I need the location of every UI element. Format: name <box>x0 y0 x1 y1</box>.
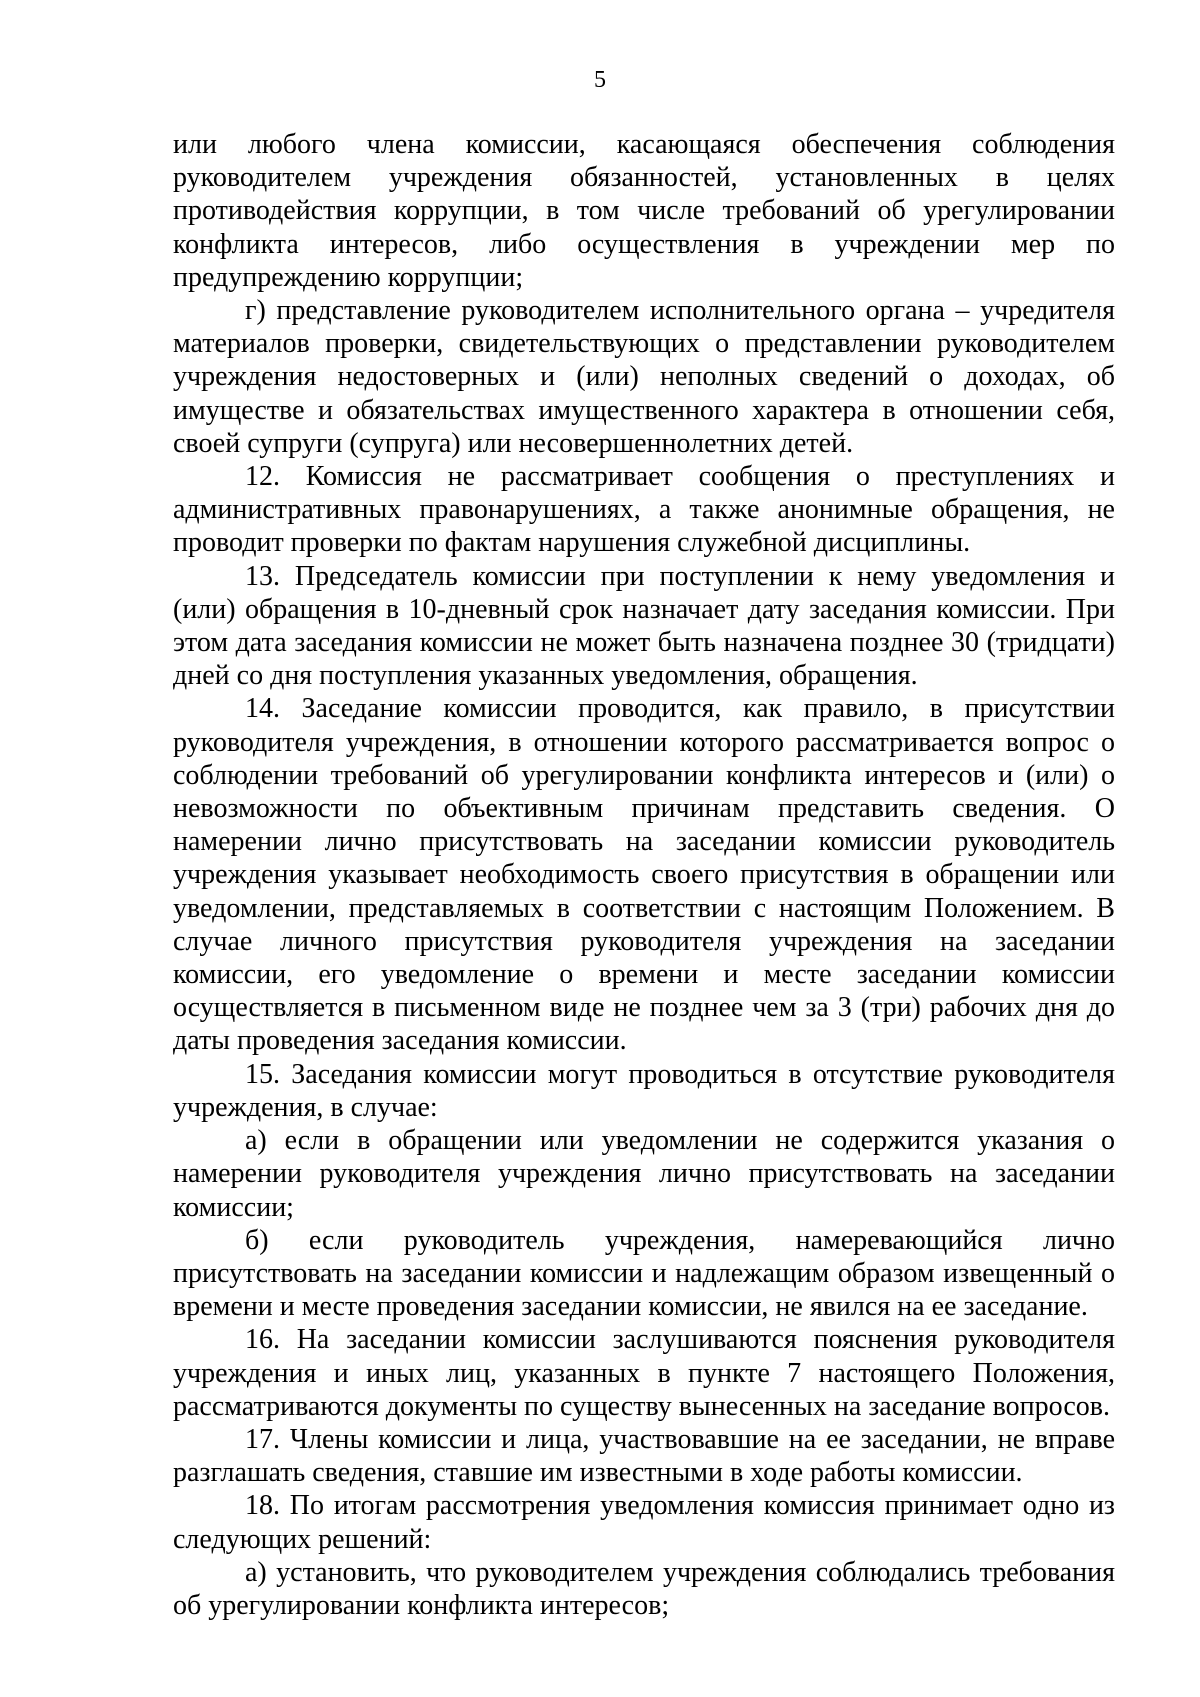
document-body <box>173 128 1115 1622</box>
paragraph-16: 16. На заседании комиссии заслушиваются пояснения руководителя учреждения и иных лиц, указанных в пункте 7 настоящего Положения, рассматриваются документы по существу вынесенных на заседание вопросов. <box>173 1324 1115 1422</box>
page-number: 5 <box>594 67 606 93</box>
paragraph-13: 13. Председатель комиссии при поступлении к нему уведомления и (или) обращения в 10-дневный срок назначает дату заседания комиссии. При этом дата заседания комиссии не может быть назначена позднее 30 (тридцати) дней со дня поступления указанных уведомления, обращения. <box>173 560 1115 692</box>
paragraph-17: 17. Члены комиссии и лица, участвовавшие на ее заседании, не вправе разглашать сведения, ставшие им известными в ходе работы комиссии. <box>173 1423 1115 1489</box>
paragraph-14: 14. Заседание комиссии проводится, как правило, в присутствии руководителя учреждения, в отношении которого рассматривается вопрос о соблюдении требований об урегулировании конфликта интересов и (или) о невозможности по объективным причинам представить сведения. О намерении лично присутствовать на заседании комиссии руководитель учреждения указывает необходимость своего присутствия в обращении или уведомлении, представляемых в соответствии с настоящим Положением. В случае личного присутствия руководителя учреждения на заседании комиссии, его уведомление о времени и месте заседании комиссии осуществляется в письменном виде не позднее чем за 3 (три) рабочих дня до даты проведения заседания комиссии. <box>173 693 1115 1057</box>
paragraph-12: 12. Комиссия не рассматривает сообщения о преступлениях и административных правонарушениях, а также анонимные обращения, не проводит проверки по фактам нарушения служебной дисциплины. <box>173 461 1115 559</box>
paragraph-continuation: или любого члена комиссии, касающаяся обеспечения соблюдения руководителем учреждения обязанностей, установленных в целях противодействия коррупции, в том числе требований об урегулировании конфликта интересов, либо осуществления в учреждении мер по предупреждению коррупции; <box>173 129 1115 293</box>
paragraph-15-b: б) если руководитель учреждения, намеревающийся лично присутствовать на заседании комиссии и надлежащим образом извещенный о времени и месте проведения заседании комиссии, не явился на ее заседание. <box>173 1224 1115 1323</box>
paragraph-15-a: а) если в обращении или уведомлении не содержится указания о намерении руководителя учреждения лично присутствовать на заседании комиссии; <box>173 1125 1115 1223</box>
paragraph-18: 18. По итогам рассмотрения уведомления комиссия принимает одно из следующих решений: <box>173 1490 1115 1555</box>
paragraph-15: 15. Заседания комиссии могут проводиться в отсутствие руководителя учреждения, в случае: <box>173 1058 1115 1123</box>
paragraph-item-g: г) представление руководителем исполнительного органа – учредителя материалов проверки, свидетельствующих о представлении руководителем учреждения недостоверных и (или) неполных сведений о доходах, об имуществе и обязательствах имущественного характера в отношении себя, своей супруги (супруга) или несовершеннолетних детей. <box>173 295 1115 459</box>
paragraph-18-a: а) установить, что руководителем учреждения соблюдались требования об урегулировании конфликта интересов; <box>173 1556 1115 1621</box>
